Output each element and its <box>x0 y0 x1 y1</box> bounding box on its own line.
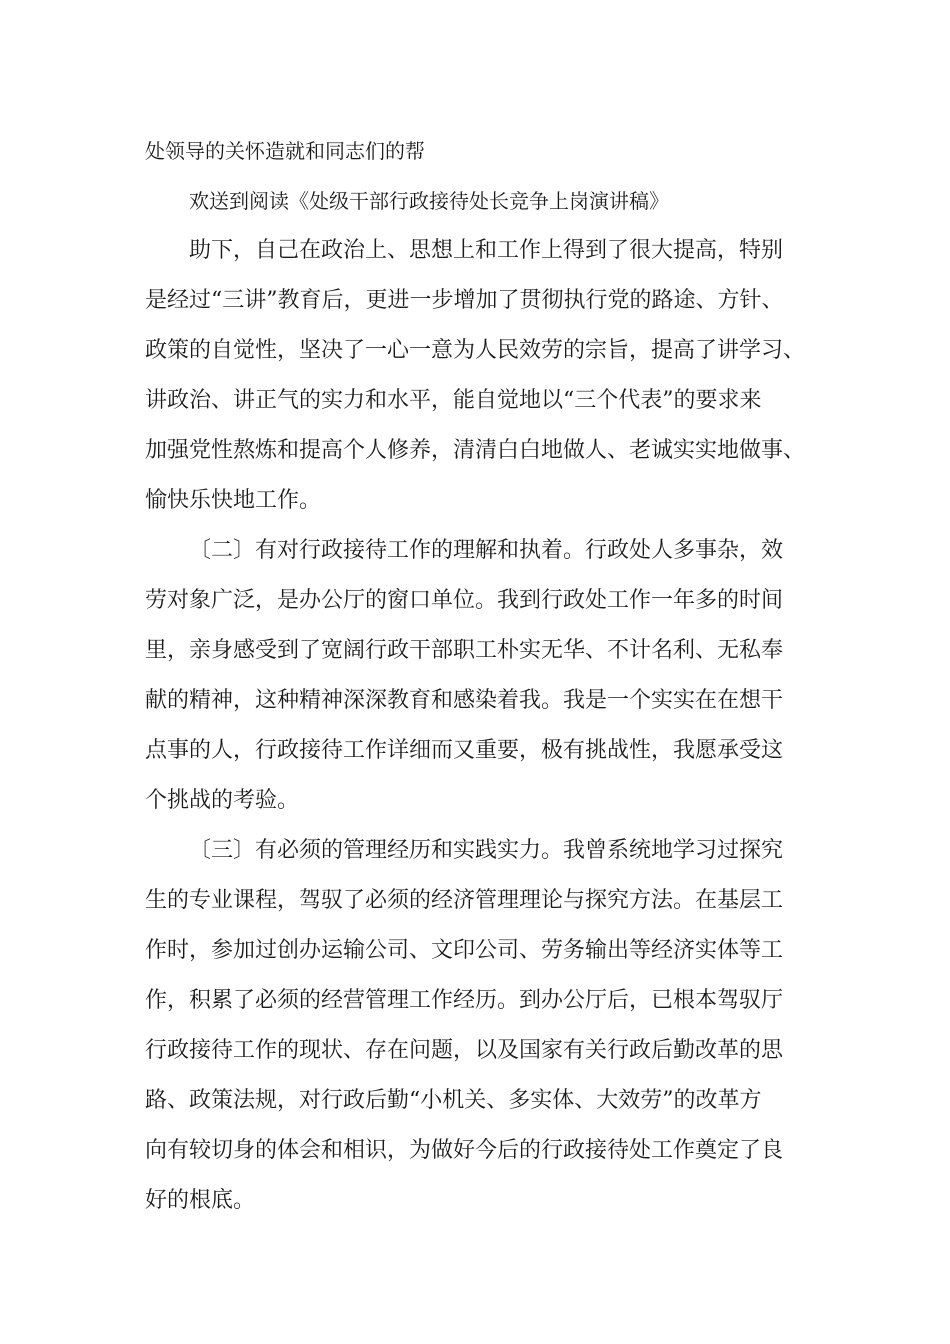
text-line: 是经过“三讲”教育后，更进一步增加了贯彻执行党的路途、方针、 <box>145 288 784 313</box>
text-line: 欢送到阅读《处级干部行政接待处长竞争上岗演讲稿》 <box>189 189 669 213</box>
text-line: 路、政策法规，对行政后勤“小机关、多实体、大效劳”的改革方 <box>145 1088 762 1113</box>
text-line: 作时，参加过创办运输公司、文印公司、劳务输出等经济实体等工 <box>145 938 784 963</box>
text-line: 助下，自己在政治上、思想上和工作上得到了很大提高，特别 <box>189 238 784 263</box>
text-line: 愉快乐快地工作。 <box>145 488 322 513</box>
text-line: 处领导的关怀造就和同志们的帮 <box>145 139 425 163</box>
text-line: 劳对象广泛，是办公厅的窗口单位。我到行政处工作一年多的时间 <box>145 588 784 613</box>
text-line: 〔二〕有对行政接待工作的理解和执着。行政处人多事杂，效 <box>189 538 784 563</box>
text-line: 生的专业课程，驾驭了必须的经济管理理论与探究方法。在基层工 <box>145 888 784 913</box>
text-line: 向有较切身的体会和相识，为做好今后的行政接待处工作奠定了良 <box>145 1138 784 1163</box>
text-line: 点事的人，行政接待工作详细而又重要，极有挑战性，我愿承受这 <box>145 738 784 763</box>
text-line: 献的精神，这种精神深深教育和感染着我。我是一个实实在在想干 <box>145 688 784 713</box>
text-line: 行政接待工作的现状、存在问题，以及国家有关行政后勤改革的思 <box>145 1038 784 1063</box>
text-line: 个挑战的考验。 <box>145 788 300 813</box>
text-line: 里，亲身感受到了宽阔行政干部职工朴实无华、不计名利、无私奉 <box>145 638 784 663</box>
text-line: 〔三〕有必须的管理经历和实践实力。我曾系统地学习过探究 <box>189 838 784 863</box>
text-line: 好的根底。 <box>145 1188 256 1213</box>
text-line: 讲政治、讲正气的实力和水平，能自觉地以“三个代表”的要求来 <box>145 388 762 413</box>
text-line: 加强党性熬炼和提高个人修养，清清白白地做人、老诚实实地做事、 <box>145 438 806 463</box>
text-line: 作，积累了必须的经营管理工作经历。到办公厅后，已根本驾驭厅 <box>145 988 784 1013</box>
text-line: 政策的自觉性，坚决了一心一意为人民效劳的宗旨，提高了讲学习、 <box>145 338 806 363</box>
